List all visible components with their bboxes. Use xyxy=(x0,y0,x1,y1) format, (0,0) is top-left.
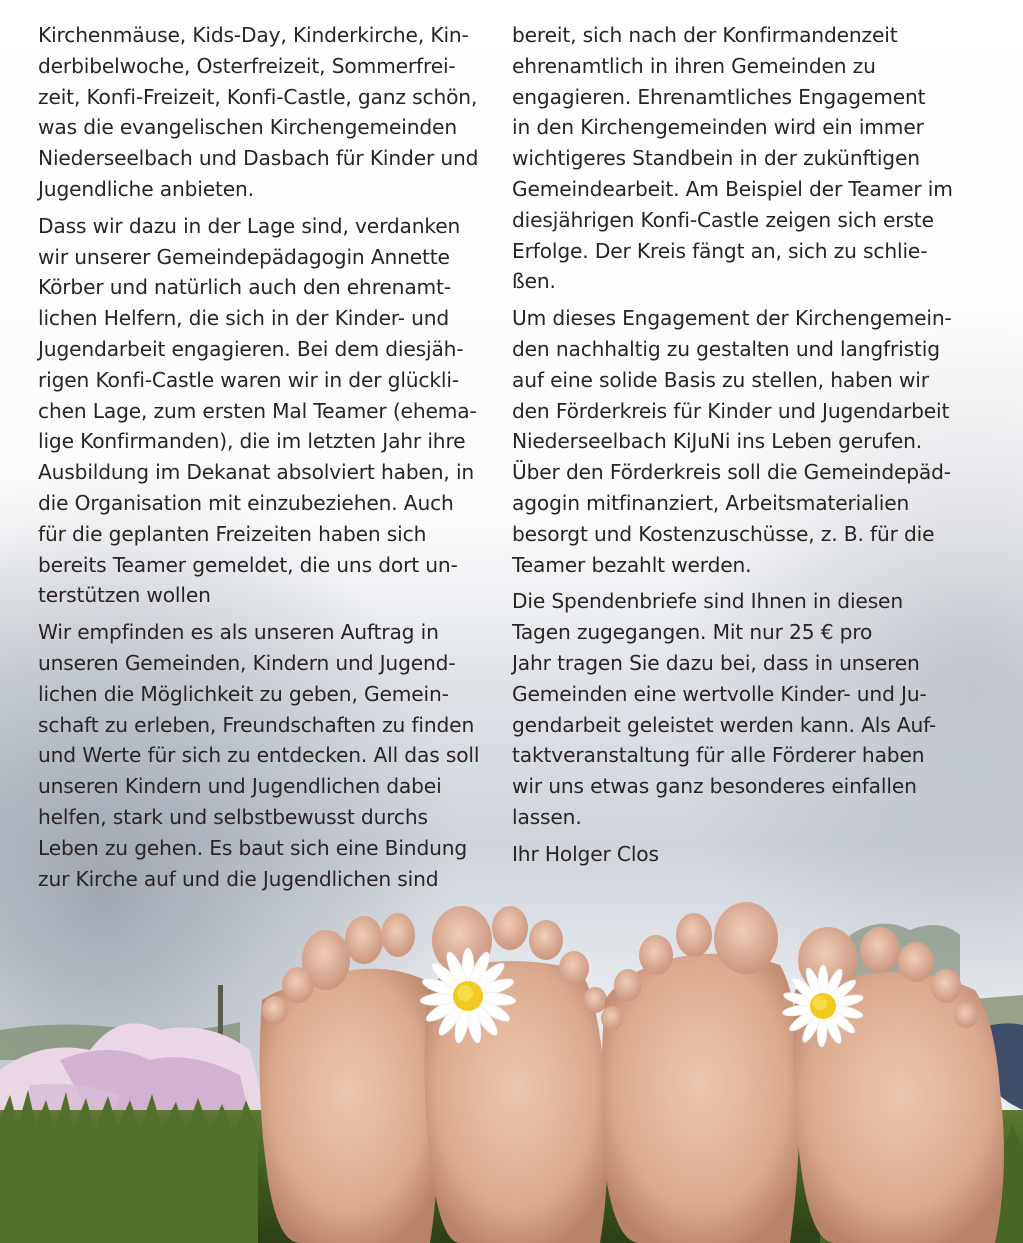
text-line: lichen Helfern, die sich in der Kinder- und xyxy=(38,306,450,331)
text-line: zeit, Konfi-Freizeit, Konfi-Castle, ganz schön, xyxy=(38,84,478,109)
text-line: Körber und natürlich auch den ehrenamt- xyxy=(38,275,451,300)
text-line: Dass wir dazu in der Lage sind, verdanken xyxy=(38,213,461,238)
text-line: Gemeinden eine wertvolle Kinder- und Ju- xyxy=(512,681,927,706)
paragraph xyxy=(38,617,490,894)
text-line: für die geplanten Freizeiten haben sich xyxy=(38,521,427,546)
text-line: Jugendarbeit engagieren. Bei dem diesjäh- xyxy=(38,336,464,361)
text-line: unseren Kindern und Jugendlichen dabei xyxy=(38,774,442,799)
text-line: bereits Teamer gemeldet, die uns dort un- xyxy=(38,552,458,577)
text-line: Die Spendenbriefe sind Ihnen in diesen xyxy=(512,589,903,614)
text-line: Kirchenmäuse, Kids-Day, Kinderkirche, Kin- xyxy=(38,23,469,47)
text-line: terstützen wollen xyxy=(38,583,211,608)
text-line: rigen Konfi-Castle waren wir in der glückli- xyxy=(38,367,459,392)
text-line: Tagen zugegangen. Mit nur 25 € pro xyxy=(512,620,873,645)
text-line: chen Lage, zum ersten Mal Teamer (ehema- xyxy=(38,398,477,423)
text-line: ehrenamtlich in ihren Gemeinden zu xyxy=(512,53,876,78)
text-line: agogin mitfinanziert, Arbeitsmaterialien xyxy=(512,490,910,515)
text-line: lichen die Möglichkeit zu geben, Gemein- xyxy=(38,681,449,706)
text-line: und Werte für sich zu entdecken. All das soll xyxy=(38,743,480,768)
text-line: wichtigeres Standbein in der zukünftigen xyxy=(512,146,920,171)
text-line: in den Kirchengemeinden wird ein immer xyxy=(512,115,924,140)
paragraph xyxy=(512,303,968,580)
text-line: besorgt und Kostenzuschüsse, z. B. für die xyxy=(512,521,935,546)
text-line: engagieren. Ehrenamtliches Engagement xyxy=(512,84,926,109)
text-line: den nachhaltig zu gestalten und langfristig xyxy=(512,336,940,361)
text-line: gendarbeit geleistet werden kann. Als Auf- xyxy=(512,712,937,737)
text-line: Leben zu gehen. Es baut sich eine Bindung xyxy=(38,835,468,860)
text-line: zur Kirche auf und die Jugendlichen sind xyxy=(38,866,439,891)
text-line: was die evangelischen Kirchengemeinden xyxy=(38,115,457,140)
text-line: bereit, sich nach der Konfirmandenzeit xyxy=(512,23,898,47)
text-line: derbibelwoche, Osterfreizeit, Sommerfrei- xyxy=(38,53,456,78)
text-line: lassen. xyxy=(512,804,582,829)
paragraph xyxy=(38,211,490,611)
paragraph xyxy=(38,20,490,205)
text-line: wir unserer Gemeindepädagogin Annette xyxy=(38,244,450,269)
paragraph xyxy=(512,20,968,297)
paragraph xyxy=(512,586,968,832)
text-line: taktveranstaltung für alle Förderer haben xyxy=(512,743,925,768)
signature xyxy=(512,839,968,870)
text-line: unseren Gemeinden, Kindern und Jugend- xyxy=(38,650,456,675)
article-left-column xyxy=(38,20,490,900)
text-line: Niederseelbach und Dasbach für Kinder und xyxy=(38,146,479,171)
signature-text: Ihr Holger Clos xyxy=(512,841,659,866)
text-line: helfen, stark und selbstbewusst durchs xyxy=(38,804,428,829)
text-line: wir uns etwas ganz besonderes einfallen xyxy=(512,774,917,799)
text-line: Niederseelbach KiJuNi ins Leben gerufen. xyxy=(512,429,923,454)
text-line: Jahr tragen Sie dazu bei, dass in unseren xyxy=(512,650,920,675)
text-line: die Organisation mit einzubeziehen. Auch xyxy=(38,490,454,515)
text-line: lige Konfirmanden), die im letzten Jahr ihre xyxy=(38,429,466,454)
text-line: Ausbildung im Dekanat absolviert haben, in xyxy=(38,460,475,485)
text-line: ßen. xyxy=(512,269,556,294)
text-line: Erfolge. Der Kreis fängt an, sich zu schlie- xyxy=(512,238,928,263)
text-line: Jugendliche anbieten. xyxy=(38,176,254,201)
text-line: diesjährigen Konfi-Castle zeigen sich erste xyxy=(512,207,934,232)
text-line: schaft zu erleben, Freundschaften zu finden xyxy=(38,712,475,737)
text-line: Um dieses Engagement der Kirchengemein- xyxy=(512,306,952,331)
article-right-column xyxy=(512,20,968,876)
text-line: Teamer bezahlt werden. xyxy=(512,552,752,577)
text-line: auf eine solide Basis zu stellen, haben wir xyxy=(512,367,929,392)
text-line: Gemeindearbeit. Am Beispiel der Teamer im xyxy=(512,176,953,201)
text-line: den Förderkreis für Kinder und Jugendarbeit xyxy=(512,398,950,423)
text-line: Wir empfinden es als unseren Auftrag in xyxy=(38,620,439,645)
text-line: Über den Förderkreis soll die Gemeindepäd- xyxy=(512,460,951,485)
